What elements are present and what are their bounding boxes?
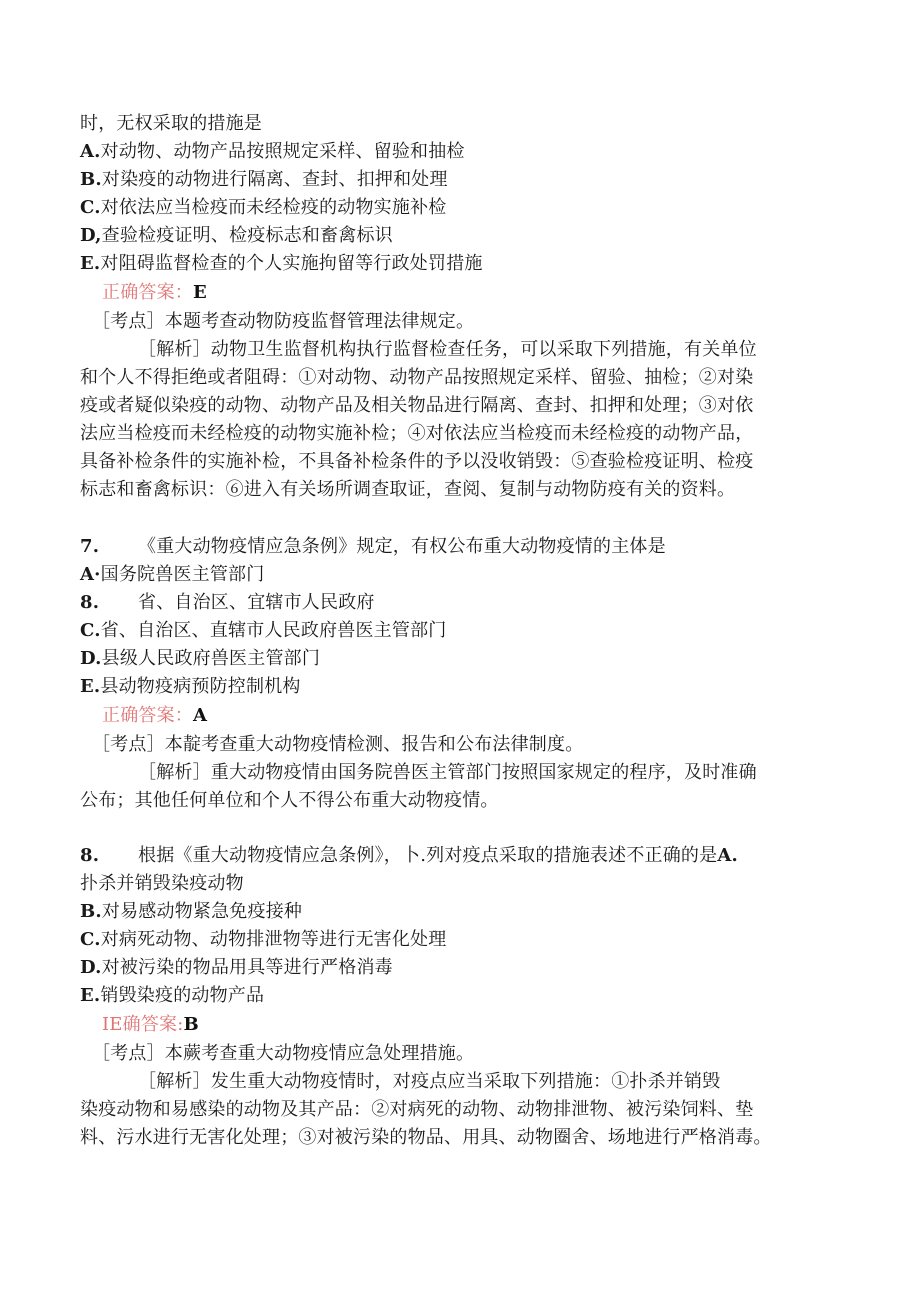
question-text: 《重大动物疫情应急条例》规定，有权公布重大动物疫情的主体是: [138, 536, 666, 557]
q6-answer: [102, 280, 207, 306]
option-letter: A·: [80, 564, 101, 585]
q8-stem: [80, 843, 738, 869]
option-letter: B.: [80, 901, 102, 922]
option-text: 对易感动物紧急免疫接种: [101, 901, 303, 922]
option-letter: E.: [80, 985, 101, 1006]
option-letter: E.: [80, 676, 101, 697]
q6-jiexi-line: 疫或者疑似染疫的动物、动物产品及相关物品进行隔离、查封、扣押和处理；③对依: [80, 395, 754, 416]
q8-option-b: [80, 899, 302, 925]
q7-jiexi-line: 公布；其他任何单位和个人不得公布重大动物疫情。: [80, 790, 499, 811]
q6-stem-tail: 时，无权采取的措施是: [80, 113, 262, 134]
q6-option-b: [80, 167, 448, 193]
q6-kaodian: ［考点］本题考查动物防疫监督管理法律规定。: [92, 311, 475, 332]
option-text: 对染疫的动物进行隔离、查封、扣押和处理: [101, 169, 448, 190]
option-text: 查验检疫证明、检疫标志和畜禽标识: [101, 225, 393, 246]
q6-option-a: [80, 139, 465, 165]
option-letter: 8.: [80, 592, 100, 613]
option-letter: B.: [80, 169, 102, 190]
q7-stem: [80, 534, 666, 560]
option-text: 对被污染的物品用具等进行严格消毒: [101, 957, 393, 978]
option-text: 对动物、动物产品按照规定采样、留验和抽检: [100, 141, 465, 162]
q8-jiexi-line: 料、污水进行无害化处理；③对被污染的物品、用具、动物圈舍、场地进行严格消毒。: [80, 1127, 772, 1148]
option-text: 县动物疫病预防控制机构: [100, 676, 301, 697]
q6-jiexi-line: 和个人不得拒绝或者阻碍：①对动物、动物产品按照规定采样、留验、抽检；②对染: [80, 367, 754, 388]
q7-option-d: [80, 646, 320, 672]
q8-kaodian: ［考点］本蕨考查重大动物疫情应急处理措施。: [92, 1043, 475, 1064]
answer-label: 正确答案：: [102, 282, 193, 303]
q8-option-e: [80, 983, 264, 1009]
option-letter: C.: [80, 929, 101, 950]
answer-label: 正确答案：: [102, 705, 193, 726]
q7-option-b: [80, 590, 375, 616]
q6-jiexi-line: ［解析］动物卫生监督机构执行监督检查任务，可以采取下列措施，有关单位: [138, 339, 757, 360]
option-letter: A.: [717, 845, 738, 866]
q7-option-e: [80, 674, 301, 700]
option-text: 对病死动物、动物排泄物等进行无害化处理: [100, 929, 447, 950]
q8-jiexi-line: 染疫动物和易感染的动物及其产品：②对病死的动物、动物排泄物、被污染饲料、垫: [80, 1099, 754, 1120]
q8-option-c: [80, 927, 447, 953]
option-letter: E.: [80, 253, 101, 274]
answer-value: E: [193, 282, 207, 303]
option-text: 国务院兽医主管部门: [100, 564, 265, 585]
option-letter: D.: [80, 648, 102, 669]
answer-value: A: [193, 705, 208, 726]
q8-option-d: [80, 955, 393, 981]
q6-jiexi-line: 法应当检疫而未经检疫的动物实施补检；④对依法应当检疫而未经检疫的动物产品，: [80, 423, 754, 444]
q7-kaodian: ［考点］本靛考查重大动物疫情检测、报告和公布法律制度。: [92, 734, 584, 755]
answer-label: IE确答案:: [102, 1014, 184, 1035]
question-number: 8.: [80, 845, 100, 866]
q8-answer: [102, 1012, 199, 1038]
option-text: 省、自治区、直辖市人民政府兽医主管部门: [100, 620, 447, 641]
q7-option-a: [80, 562, 264, 588]
option-text: 对依法应当检疫而未经检疫的动物实施补检: [100, 197, 447, 218]
option-text: 对阻碍监督检查的个人实施拘留等行政处罚措施: [100, 253, 483, 274]
q6-jiexi-line: 标志和畜禽标识：⑥进入有关场所调查取证，查阅、复制与动物防疫有关的资料。: [80, 479, 736, 500]
option-letter: D,: [80, 225, 102, 246]
q7-option-c: [80, 618, 447, 644]
question-number: 7.: [80, 536, 100, 557]
option-letter: A.: [80, 141, 101, 162]
q6-option-e: [80, 251, 483, 277]
q8-jiexi-line: ［解析］发生重大动物疫情时，对疫点应当采取下列措施：①扑杀并销毁: [138, 1071, 721, 1092]
q6-jiexi-line: 具备补检条件的实施补检，不具备补检条件的予以没收销毁：⑤查验检疫证明、检疫: [80, 451, 754, 472]
option-letter: C.: [80, 620, 101, 641]
q7-jiexi-line: ［解析］重大动物疫情由国务院兽医主管部门按照国家规定的程序，及时准确: [138, 762, 757, 783]
q6-option-d: [80, 223, 393, 249]
answer-value: B: [183, 1014, 199, 1035]
option-text: 销毁染疫的动物产品: [100, 985, 265, 1006]
q6-option-c: [80, 195, 447, 221]
option-text: 省、自治区、宜辖市人民政府: [138, 592, 375, 613]
option-text: 县级人民政府兽医主管部门: [101, 648, 321, 669]
q7-answer: [102, 703, 207, 729]
q8-option-a: 扑杀并销毁染疫动物: [80, 873, 244, 894]
question-text: 根据《重大动物疫情应急条例》，卜.列对疫点采取的措施表述不正确的是: [138, 845, 718, 866]
option-letter: D.: [80, 957, 102, 978]
option-letter: C.: [80, 197, 101, 218]
